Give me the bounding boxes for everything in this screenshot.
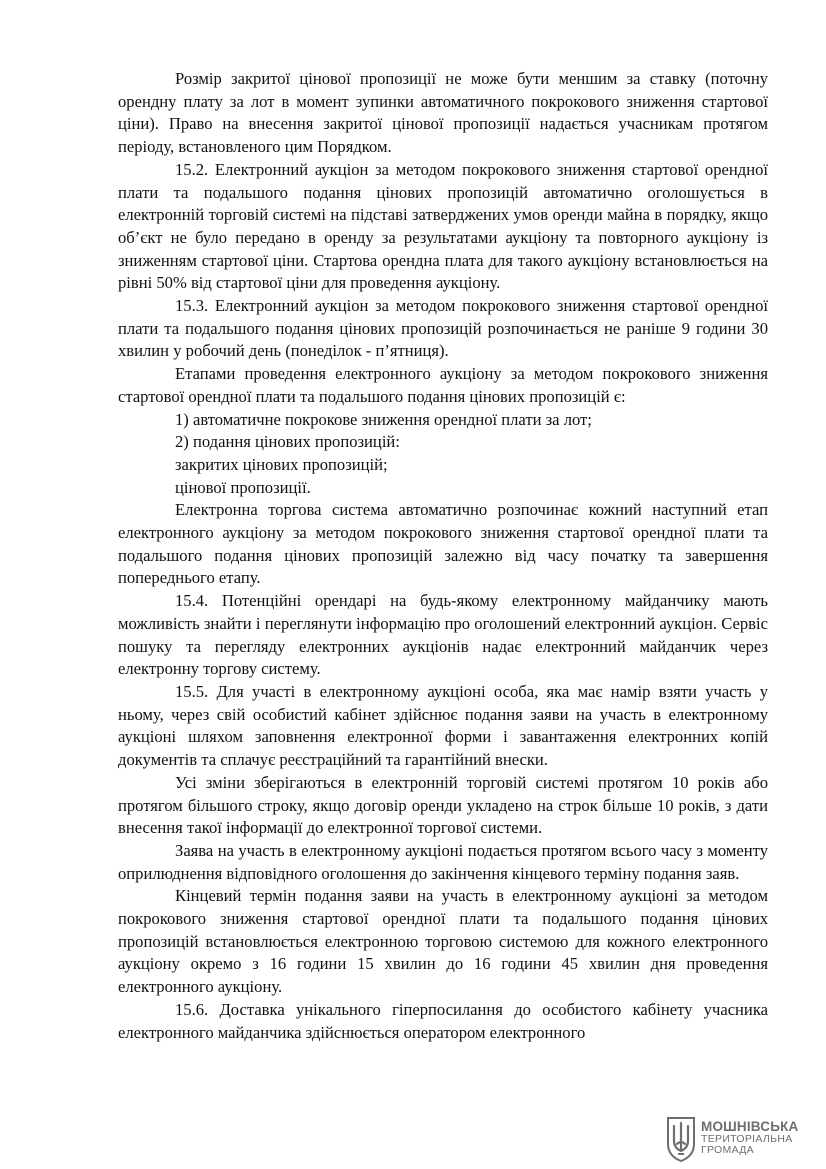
logo-subtitle-line: ТЕРИТОРІАЛЬНА	[701, 1133, 793, 1146]
logo-subtitle-line: ГРОМАДА	[701, 1144, 754, 1157]
logo-text	[701, 1120, 799, 1156]
paragraph: 15.5. Для участі в електронному аукціоні особа, яка має намір взяти участь у ньому, через свій особистий кабінет здійснює подання заяви на участь в електронному аукціоні шляхом заповнення електронної форми і завантаження електронних копій документів та сплачує реєстраційний та гарантійний внески.	[118, 681, 768, 770]
paragraph: 15.3. Електронний аукціон за методом покрокового зниження стартової орендної плати та подальшого подання цінових пропозицій розпочинається не раніше 9 години 30 хвилин у робочий день (понеділок - п’ятниця).	[118, 296, 768, 361]
list-item: цінової пропозиції.	[175, 477, 311, 497]
paragraph: 15.4. Потенційні орендарі на будь-якому електронному майданчику мають можливість знайти і переглянути інформацію про оголошений електронний аукціон. Сервіс пошуку та перегляду електронних аукціонів надає електронний майданчик через електронну торгову систему.	[118, 591, 768, 679]
paragraph: Заява на участь в електронному аукціоні подається протягом всього часу з моменту оприлюднення відповідного оголошення до закінчення кінцевого терміну подання заяв.	[118, 840, 768, 883]
community-logo	[666, 1112, 816, 1164]
list-item: 2) подання цінових пропозицій:	[175, 432, 400, 452]
paragraph: 15.6. Доставка унікального гіперпосилання до особистого кабінету учасника електронного майданчика здійснюється оператором електронного	[118, 999, 768, 1042]
trident-emblem-icon	[666, 1114, 696, 1162]
paragraph: 15.2. Електронний аукціон за методом покрокового зниження стартової орендної плати та подальшого подання цінових пропозицій автоматично оголошується в електронній торговій системі на підставі затверджених умов оренди майна в порядку, якщо об’єкт не було передано в оренду за результатами аукціону та повторного аукціону із зниженням стартової ціни. Стартова орендна плата для такого аукціону встановлюється на рівні 50% від стартової ціни для проведення аукціону.	[118, 159, 768, 293]
logo-title: МОШНІВСЬКА	[701, 1118, 799, 1134]
list-item: закритих цінових пропозицій;	[175, 454, 388, 474]
list-item: 1) автоматичне покрокове зниження орендної плати за лот;	[175, 409, 592, 429]
paragraph: Електронна торгова система автоматично розпочинає кожний наступний етап електронного аукціону за методом покрокового зниження стартової орендної плати та подальшого подання цінових пропозицій залежно від часу початку та завершення попереднього етапу.	[118, 500, 768, 588]
paragraph: Етапами проведення електронного аукціону за методом покрокового зниження стартової орендної плати та подальшого подання цінових пропозицій є:	[118, 364, 768, 406]
paragraph: Кінцевий термін подання заяви на участь в електронному аукціоні за методом покрокового зниження стартової орендної плати та подальшого подання цінових пропозицій встановлюється електронною торговою системою для кожного електронного аукціону окремо з 16 години 15 хвилин до 16 години 45 хвилин дня проведення електронного аукціону.	[118, 886, 768, 997]
document-body	[118, 68, 768, 1044]
paragraph: Усі зміни зберігаються в електронній торговій системі протягом 10 років або протягом більшого строку, якщо договір оренди укладено на строк більше 10 років, з дати внесення такої інформації до електронної торгової системи.	[118, 772, 768, 838]
paragraph: Розмір закритої цінової пропозиції не може бути меншим за ставку (поточну орендну плату за лот в момент зупинки автоматичного покрокового зниження стартової ціни). Право на внесення закритої цінової пропозиції надається учасникам протягом періоду, встановленого цим Порядком.	[118, 69, 768, 157]
